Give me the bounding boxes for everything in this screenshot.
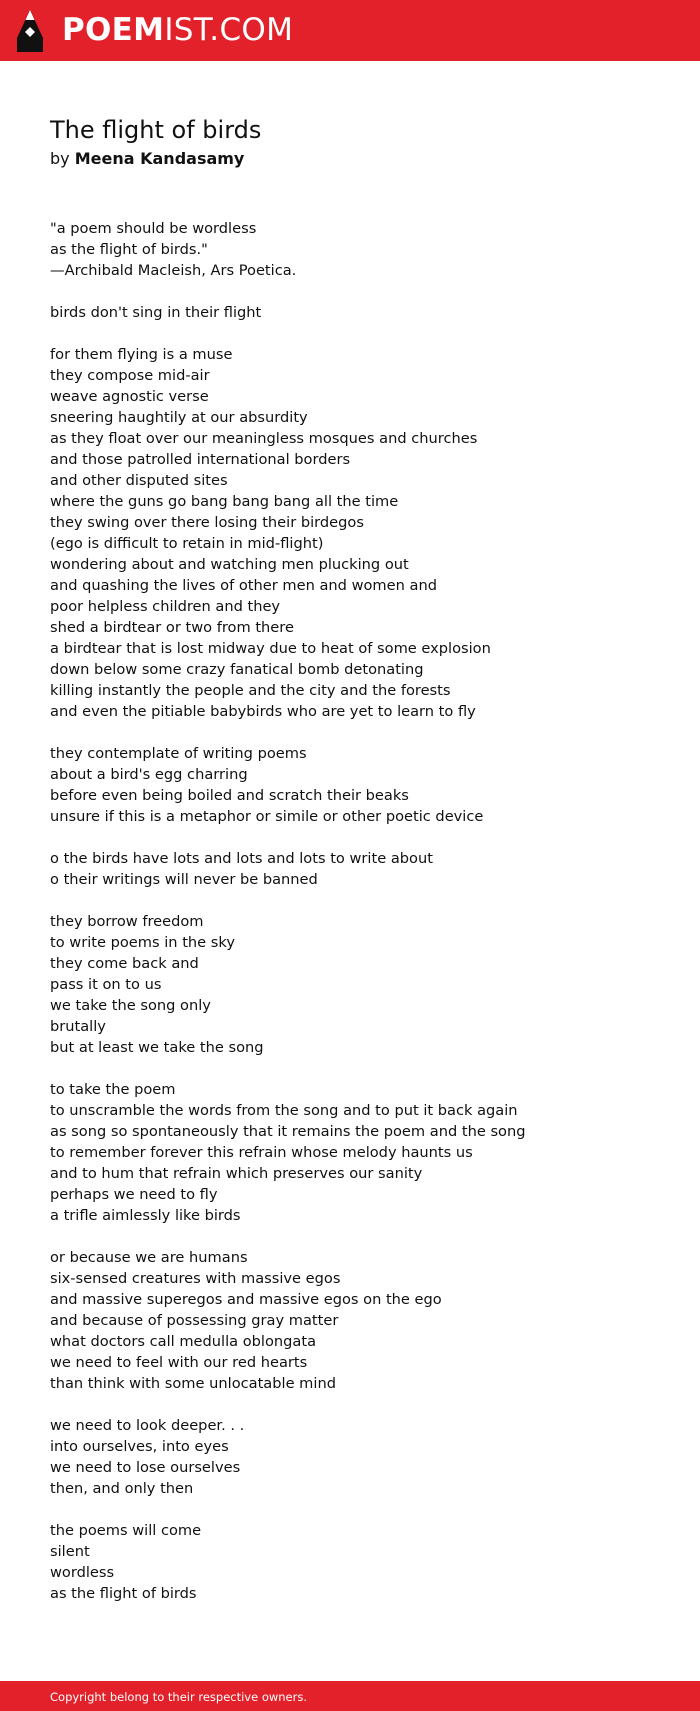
poem-line: down below some crazy fanatical bomb detonating xyxy=(50,661,424,678)
stanza xyxy=(50,1520,670,1604)
poem-line: before even being boiled and scratch their beaks xyxy=(50,787,409,804)
poem-line: or because we are humans xyxy=(50,1249,248,1266)
poem-line: and to hum that refrain which preserves our sanity xyxy=(50,1165,423,1182)
poem-line: and quashing the lives of other men and women and xyxy=(50,577,437,594)
poem-line: for them flying is a muse xyxy=(50,346,233,363)
pencil-tip-icon[interactable] xyxy=(17,10,43,52)
by-label: by xyxy=(50,149,70,168)
site-header xyxy=(0,0,700,61)
poem-line: what doctors call medulla oblongata xyxy=(50,1333,317,1350)
poem-line: (ego is difficult to retain in mid-flight) xyxy=(50,535,324,552)
poem-line: pass it on to us xyxy=(50,976,162,993)
poem-line: and because of possessing gray matter xyxy=(50,1312,339,1329)
poem-body xyxy=(50,218,670,1625)
poem-line: but at least we take the song xyxy=(50,1039,264,1056)
stanza xyxy=(50,1415,670,1499)
poem-line: birds don't sing in their flight xyxy=(50,304,262,321)
poem-line: they compose mid-air xyxy=(50,367,210,384)
poem-line: poor helpless children and they xyxy=(50,598,281,615)
poem-line: they come back and xyxy=(50,955,199,972)
poem-line: sneering haughtily at our absurdity xyxy=(50,409,308,426)
poem-line: where the guns go bang bang bang all the time xyxy=(50,493,399,510)
site-footer xyxy=(0,1681,700,1711)
stanza xyxy=(50,1247,670,1394)
poem-line: unsure if this is a metaphor or simile or other poetic device xyxy=(50,808,484,825)
poem-line: than think with some unlocatable mind xyxy=(50,1375,336,1392)
poem-line: brutally xyxy=(50,1018,106,1035)
stanza xyxy=(50,344,670,722)
copyright-text: Copyright belong to their respective owners. xyxy=(50,1690,308,1704)
poem-line: they swing over there losing their birdegos xyxy=(50,514,364,531)
poem-line: as song so spontaneously that it remains the poem and the song xyxy=(50,1123,526,1140)
poem-line: perhaps we need to fly xyxy=(50,1186,218,1203)
poem-line: to unscramble the words from the song and to put it back again xyxy=(50,1102,518,1119)
poem-line: o their writings will never be banned xyxy=(50,871,318,888)
poem-line: silent xyxy=(50,1543,90,1560)
poem-line: we need to look deeper. . . xyxy=(50,1417,245,1434)
poem-line: "a poem should be wordless xyxy=(50,220,257,237)
poem-line: and massive superegos and massive egos on the ego xyxy=(50,1291,442,1308)
poem-line: we need to feel with our red hearts xyxy=(50,1354,308,1371)
poem-line: to remember forever this refrain whose melody haunts us xyxy=(50,1144,473,1161)
poem-line: we need to lose ourselves xyxy=(50,1459,241,1476)
poem-author: Meena Kandasamy xyxy=(74,149,245,168)
poem-line: as the flight of birds." xyxy=(50,241,208,258)
stanza xyxy=(50,218,670,281)
poem-line: weave agnostic verse xyxy=(50,388,209,405)
poem-line: they borrow freedom xyxy=(50,913,204,930)
poem-line: killing instantly the people and the city and the forests xyxy=(50,682,451,699)
poem-line: and those patrolled international borders xyxy=(50,451,351,468)
poem-line: as the flight of birds xyxy=(50,1585,197,1602)
site-name-rest: IST.COM xyxy=(164,12,294,48)
stanza xyxy=(50,743,670,827)
poem-line: as they float over our meaningless mosques and churches xyxy=(50,430,478,447)
poem-line: the poems will come xyxy=(50,1522,202,1539)
poem-line: about a bird's egg charring xyxy=(50,766,248,783)
stanza xyxy=(50,911,670,1058)
poem-line: wondering about and watching men plucking out xyxy=(50,556,409,573)
poem-line: and other disputed sites xyxy=(50,472,228,489)
poem-line: a trifle aimlessly like birds xyxy=(50,1207,241,1224)
poem-line: o the birds have lots and lots and lots to write about xyxy=(50,850,433,867)
poem-line: then, and only then xyxy=(50,1480,194,1497)
site-logo[interactable] xyxy=(62,10,293,50)
poem-line: we take the song only xyxy=(50,997,211,1014)
poem-line: they contemplate of writing poems xyxy=(50,745,307,762)
poem-line: to write poems in the sky xyxy=(50,934,235,951)
stanza xyxy=(50,1079,670,1226)
poem-line: shed a birdtear or two from there xyxy=(50,619,294,636)
poem-line: to take the poem xyxy=(50,1081,176,1098)
byline xyxy=(50,147,244,171)
poem-line: and even the pitiable babybirds who are yet to learn to fly xyxy=(50,703,476,720)
poem-line: wordless xyxy=(50,1564,115,1581)
poem-title: The flight of birds xyxy=(50,116,262,144)
poem-line: —Archibald Macleish, Ars Poetica. xyxy=(50,262,297,279)
stanza xyxy=(50,302,670,323)
poem-line: six-sensed creatures with massive egos xyxy=(50,1270,341,1287)
poem-line: into ourselves, into eyes xyxy=(50,1438,229,1455)
site-name-bold: POEM xyxy=(62,12,165,48)
poem-line: a birdtear that is lost midway due to heat of some explosion xyxy=(50,640,491,657)
stanza xyxy=(50,848,670,890)
